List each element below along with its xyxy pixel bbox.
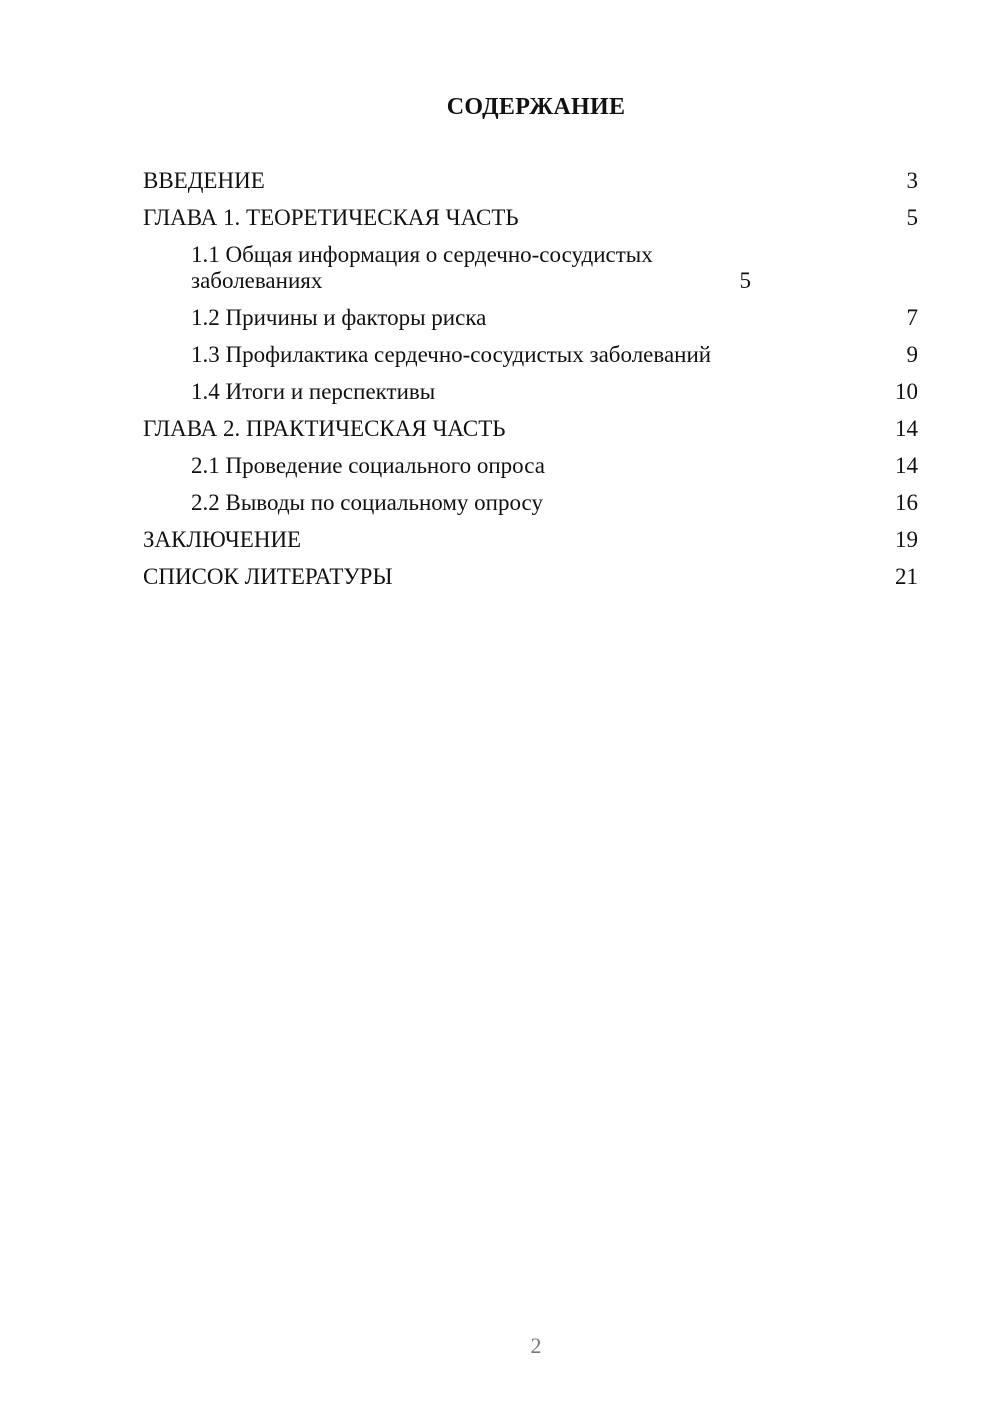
toc-entry-text: ГЛАВА 1. ТЕОРЕТИЧЕСКАЯ ЧАСТЬ	[143, 205, 519, 230]
toc-entry-page: 14	[895, 453, 918, 478]
toc-entry-section-1-1[interactable]	[143, 242, 918, 294]
toc-entry-section-1-4[interactable]	[143, 379, 918, 405]
toc-entry-text: СПИСОК ЛИТЕРАТУРЫ	[143, 564, 393, 589]
page-number: 2	[530, 1333, 542, 1358]
toc-entry-page: 9	[906, 342, 918, 367]
toc-entry-chapter-1[interactable]	[143, 205, 918, 231]
toc-entry-section-1-2[interactable]	[143, 305, 918, 331]
toc-entry-page: 5	[739, 268, 751, 293]
toc-entry-page: 21	[895, 564, 918, 589]
toc-entry-text: 1.1 Общая информация о сердечно-сосудистых заболеваниях	[191, 242, 653, 293]
toc-entry-introduction[interactable]	[143, 168, 918, 194]
table-of-contents	[143, 168, 918, 601]
toc-entry-references[interactable]	[143, 564, 918, 590]
toc-entry-page: 14	[895, 416, 918, 441]
toc-entry-text: 1.4 Итоги и перспективы	[191, 379, 436, 404]
toc-entry-section-1-3[interactable]	[143, 342, 918, 368]
toc-entry-chapter-2[interactable]	[143, 416, 918, 442]
toc-entry-conclusion[interactable]	[143, 527, 918, 553]
toc-entry-text: 1.2 Причины и факторы риска	[191, 305, 487, 330]
toc-entry-text: 1.3 Профилактика сердечно-сосудистых заболеваний	[191, 342, 712, 367]
toc-entry-page: 10	[895, 379, 918, 404]
toc-entry-page: 16	[895, 490, 918, 515]
toc-entry-text: 2.1 Проведение социального опроса	[191, 453, 545, 478]
toc-entry-text: 2.2 Выводы по социальному опросу	[191, 490, 543, 515]
toc-entry-section-2-1[interactable]	[143, 453, 918, 479]
toc-entry-text: ВВЕДЕНИЕ	[143, 168, 265, 193]
toc-entry-page: 7	[906, 305, 918, 330]
toc-entry-section-2-2[interactable]	[143, 490, 918, 516]
toc-entry-page: 5	[906, 205, 918, 230]
toc-entry-text: ГЛАВА 2. ПРАКТИЧЕСКАЯ ЧАСТЬ	[143, 416, 506, 441]
toc-title: СОДЕРЖАНИЕ	[446, 94, 626, 120]
toc-entry-page: 3	[906, 168, 918, 193]
toc-entry-page: 19	[895, 527, 918, 552]
toc-entry-text: ЗАКЛЮЧЕНИЕ	[143, 527, 302, 552]
